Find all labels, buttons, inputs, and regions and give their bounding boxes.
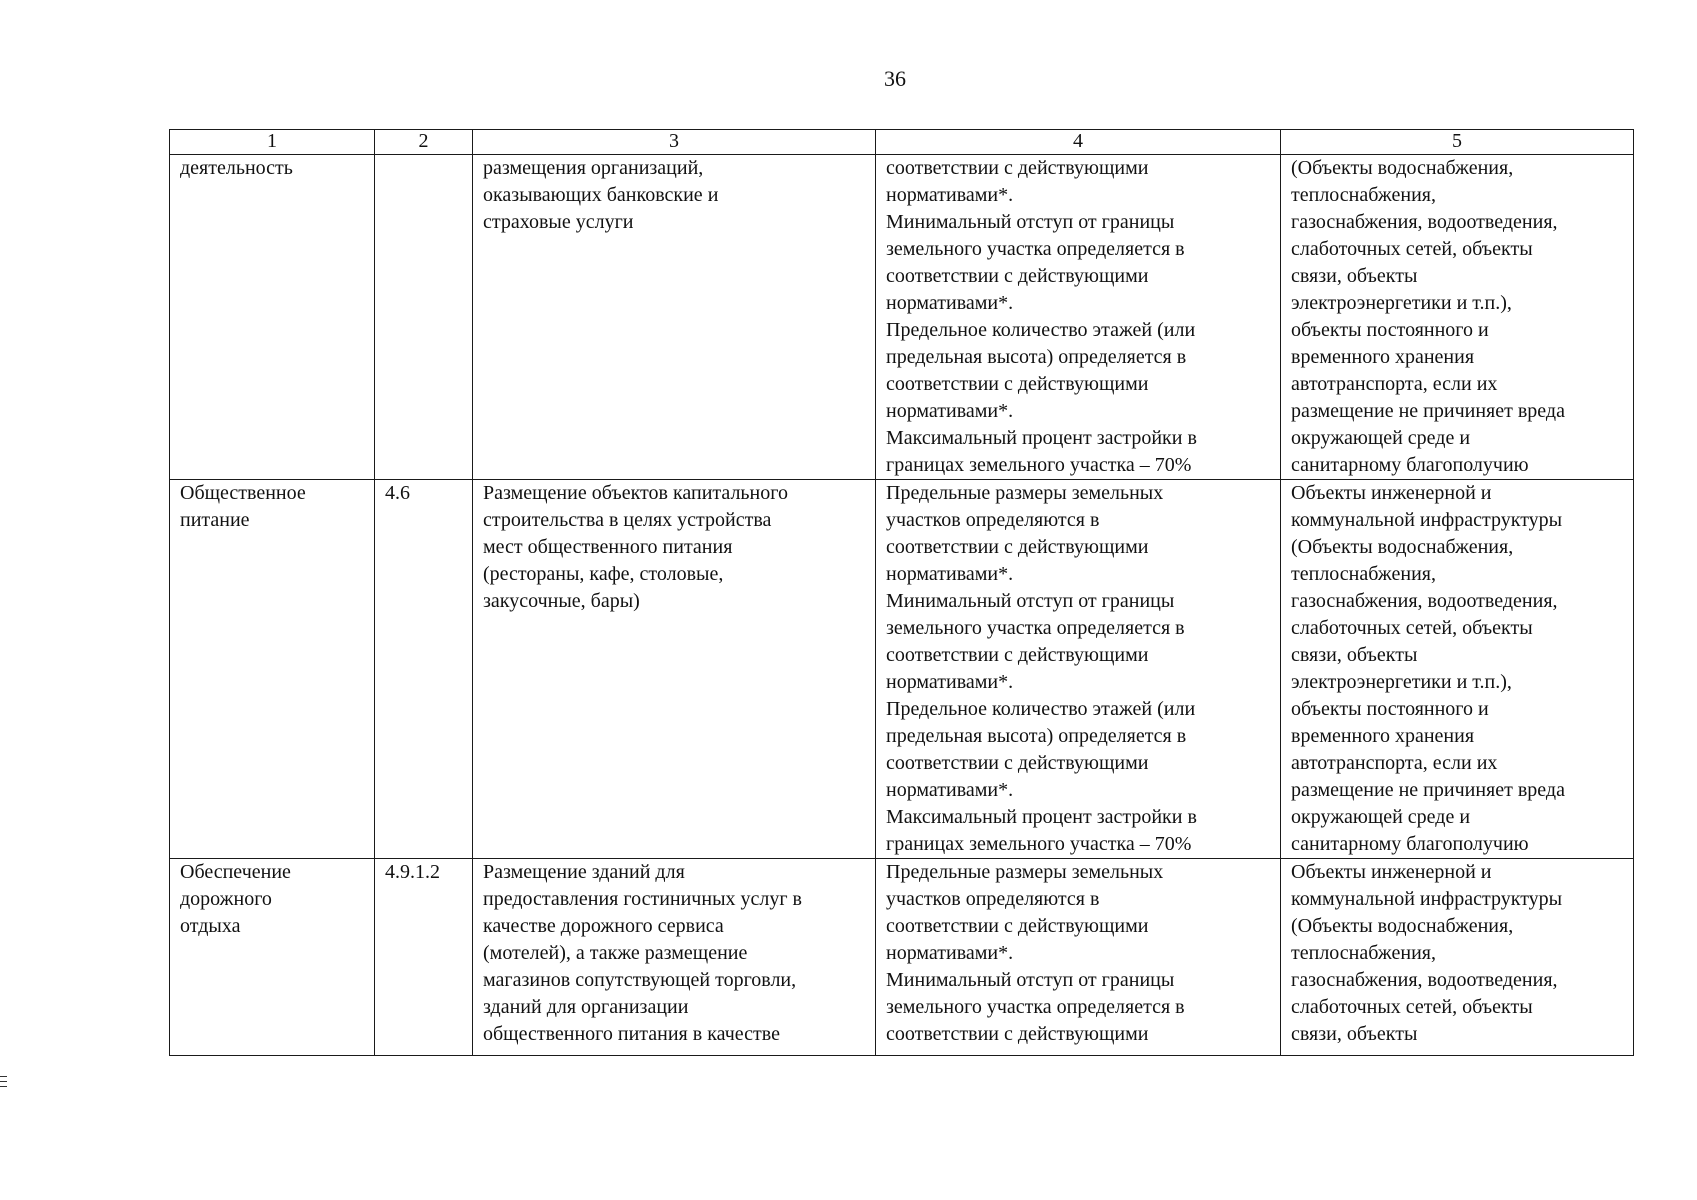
cell-text-line: Предельное количество этажей (или bbox=[886, 698, 1196, 720]
cell-text-line: газоснабжения, водоотведения, bbox=[1291, 969, 1558, 991]
cell-text-line: границах земельного участка – 70% bbox=[886, 833, 1192, 855]
cell-text-line: временного хранения bbox=[1291, 346, 1475, 368]
cell-text-line: качестве дорожного сервиса bbox=[483, 915, 724, 937]
cell-text-line: Обеспечение bbox=[180, 861, 291, 883]
cell-text-line: нормативами*. bbox=[886, 563, 1014, 585]
cell-text-line: Минимальный отступ от границы bbox=[886, 590, 1175, 612]
table-header-row bbox=[170, 130, 1634, 155]
cell-text-line: нормативами*. bbox=[886, 779, 1014, 801]
cell-text-line: дорожного bbox=[180, 888, 272, 910]
table-row bbox=[170, 480, 1634, 859]
page-number: 36 bbox=[884, 66, 906, 91]
cell-text-line: соответствии с действующими bbox=[886, 752, 1149, 774]
cell-text-line: теплоснабжения, bbox=[1291, 563, 1436, 585]
header-col-2: 2 bbox=[375, 130, 473, 155]
cell-text-line: деятельность bbox=[180, 157, 293, 179]
cell-text-line: автотранспорта, если их bbox=[1291, 373, 1498, 395]
cell-text-line: Предельные размеры земельных bbox=[886, 861, 1164, 883]
cell-text-line: предельная высота) определяется в bbox=[886, 346, 1187, 368]
cell-text-line: участков определяются в bbox=[886, 888, 1100, 910]
cell-text-line: земельного участка определяется в bbox=[886, 996, 1185, 1018]
cell-text-line: зданий для организации bbox=[483, 996, 689, 1018]
cell-text-line: (Объекты водоснабжения, bbox=[1291, 157, 1514, 179]
cell-text-line: магазинов сопутствующей торговли, bbox=[483, 969, 797, 991]
cell-text-line: соответствии с действующими bbox=[886, 644, 1149, 666]
cell-text-line: связи, объекты bbox=[1291, 265, 1418, 287]
cell-text-line: санитарному благополучию bbox=[1291, 454, 1529, 476]
table-cell-col-1 bbox=[170, 155, 375, 480]
cell-text-line: теплоснабжения, bbox=[1291, 942, 1436, 964]
document-table bbox=[169, 129, 1634, 1056]
cell-text-line: 4.6 bbox=[385, 482, 410, 504]
table-cell-col-4 bbox=[876, 859, 1281, 1056]
cell-text-line: участков определяются в bbox=[886, 509, 1100, 531]
cell-text-line: размещение не причиняет вреда bbox=[1291, 400, 1565, 422]
cell-text-line: коммунальной инфраструктуры bbox=[1291, 888, 1563, 910]
table-row bbox=[170, 155, 1634, 480]
cell-text-line: Размещение объектов капитального bbox=[483, 482, 788, 504]
cell-text-line: Максимальный процент застройки в bbox=[886, 806, 1197, 828]
cell-text-line: земельного участка определяется в bbox=[886, 617, 1185, 639]
cell-text-line: слаботочных сетей, объекты bbox=[1291, 617, 1533, 639]
cell-text-line: временного хранения bbox=[1291, 725, 1475, 747]
table-cell-col-2 bbox=[375, 155, 473, 480]
cell-text-line: объекты постоянного и bbox=[1291, 319, 1489, 341]
cell-text-line: Минимальный отступ от границы bbox=[886, 211, 1175, 233]
cell-text-line: электроэнергетики и т.п.), bbox=[1291, 671, 1512, 693]
cell-text-line: Объекты инженерной и bbox=[1291, 482, 1492, 504]
table-cell-col-1 bbox=[170, 859, 375, 1056]
table-cell-col-2 bbox=[375, 859, 473, 1056]
cell-text-line: нормативами*. bbox=[886, 671, 1014, 693]
cell-text-line: (мотелей), а также размещение bbox=[483, 942, 748, 964]
cell-text-line: оказывающих банковские и bbox=[483, 184, 719, 206]
table-cell-col-4 bbox=[876, 155, 1281, 480]
cell-text-line: размещения организаций, bbox=[483, 157, 704, 179]
table-cell-col-3 bbox=[473, 480, 876, 859]
cell-text-line: соответствии с действующими bbox=[886, 265, 1149, 287]
cell-text-line: предельная высота) определяется в bbox=[886, 725, 1187, 747]
cell-text-line: размещение не причиняет вреда bbox=[1291, 779, 1565, 801]
cell-text-line: Максимальный процент застройки в bbox=[886, 427, 1197, 449]
cell-text-line: Размещение зданий для bbox=[483, 861, 685, 883]
cell-text-line: электроэнергетики и т.п.), bbox=[1291, 292, 1512, 314]
header-col-4: 4 bbox=[876, 130, 1281, 155]
cell-text-line: соответствии с действующими bbox=[886, 373, 1149, 395]
cell-text-line: Минимальный отступ от границы bbox=[886, 969, 1175, 991]
cell-text-line: соответствии с действующими bbox=[886, 915, 1149, 937]
scan-edge-mark bbox=[0, 1076, 7, 1087]
cell-text-line: страховые услуги bbox=[483, 211, 634, 233]
header-col-5: 5 bbox=[1281, 130, 1634, 155]
table-cell-col-3 bbox=[473, 859, 876, 1056]
table-cell-col-3 bbox=[473, 155, 876, 480]
cell-text-line: нормативами*. bbox=[886, 942, 1014, 964]
cell-text-line: строительства в целях устройства bbox=[483, 509, 772, 531]
cell-text-line: теплоснабжения, bbox=[1291, 184, 1436, 206]
cell-text-line: автотранспорта, если их bbox=[1291, 752, 1498, 774]
table-cell-col-2 bbox=[375, 480, 473, 859]
cell-text-line: отдыха bbox=[180, 915, 241, 937]
cell-text-line: коммунальной инфраструктуры bbox=[1291, 509, 1563, 531]
table-cell-col-5 bbox=[1281, 859, 1634, 1056]
cell-text-line: связи, объекты bbox=[1291, 1023, 1418, 1045]
cell-text-line: нормативами*. bbox=[886, 400, 1014, 422]
cell-text-line: границах земельного участка – 70% bbox=[886, 454, 1192, 476]
cell-text-line: (Объекты водоснабжения, bbox=[1291, 915, 1514, 937]
header-col-3: 3 bbox=[473, 130, 876, 155]
cell-text-line: предоставления гостиничных услуг в bbox=[483, 888, 803, 910]
cell-text-line: Предельное количество этажей (или bbox=[886, 319, 1196, 341]
cell-text-line: окружающей среде и bbox=[1291, 806, 1471, 828]
cell-text-line: нормативами*. bbox=[886, 292, 1014, 314]
table-cell-col-5 bbox=[1281, 155, 1634, 480]
table-cell-col-5 bbox=[1281, 480, 1634, 859]
header-col-1: 1 bbox=[170, 130, 375, 155]
cell-text-line: объекты постоянного и bbox=[1291, 698, 1489, 720]
cell-text-line: соответствии с действующими bbox=[886, 1023, 1149, 1045]
cell-text-line: Общественное bbox=[180, 482, 306, 504]
cell-text-line: связи, объекты bbox=[1291, 644, 1418, 666]
cell-text-line: Предельные размеры земельных bbox=[886, 482, 1164, 504]
table-cell-col-4 bbox=[876, 480, 1281, 859]
cell-text-line: газоснабжения, водоотведения, bbox=[1291, 211, 1558, 233]
cell-text-line: (рестораны, кафе, столовые, bbox=[483, 563, 724, 585]
cell-text-line: питание bbox=[180, 509, 250, 531]
cell-text-line: (Объекты водоснабжения, bbox=[1291, 536, 1514, 558]
cell-text-line: санитарному благополучию bbox=[1291, 833, 1529, 855]
cell-text-line: соответствии с действующими bbox=[886, 536, 1149, 558]
cell-text-line: слаботочных сетей, объекты bbox=[1291, 238, 1533, 260]
cell-text-line: мест общественного питания bbox=[483, 536, 733, 558]
cell-text-line: соответствии с действующими bbox=[886, 157, 1149, 179]
cell-text-line: слаботочных сетей, объекты bbox=[1291, 996, 1533, 1018]
cell-text-line: нормативами*. bbox=[886, 184, 1014, 206]
cell-text-line: земельного участка определяется в bbox=[886, 238, 1185, 260]
cell-text-line: окружающей среде и bbox=[1291, 427, 1471, 449]
cell-text-line: общественного питания в качестве bbox=[483, 1023, 780, 1045]
cell-text-line: закусочные, бары) bbox=[483, 590, 640, 612]
cell-text-line: 4.9.1.2 bbox=[385, 861, 440, 883]
table-row bbox=[170, 859, 1634, 1056]
cell-text-line: Объекты инженерной и bbox=[1291, 861, 1492, 883]
table-cell-col-1 bbox=[170, 480, 375, 859]
cell-text-line: газоснабжения, водоотведения, bbox=[1291, 590, 1558, 612]
